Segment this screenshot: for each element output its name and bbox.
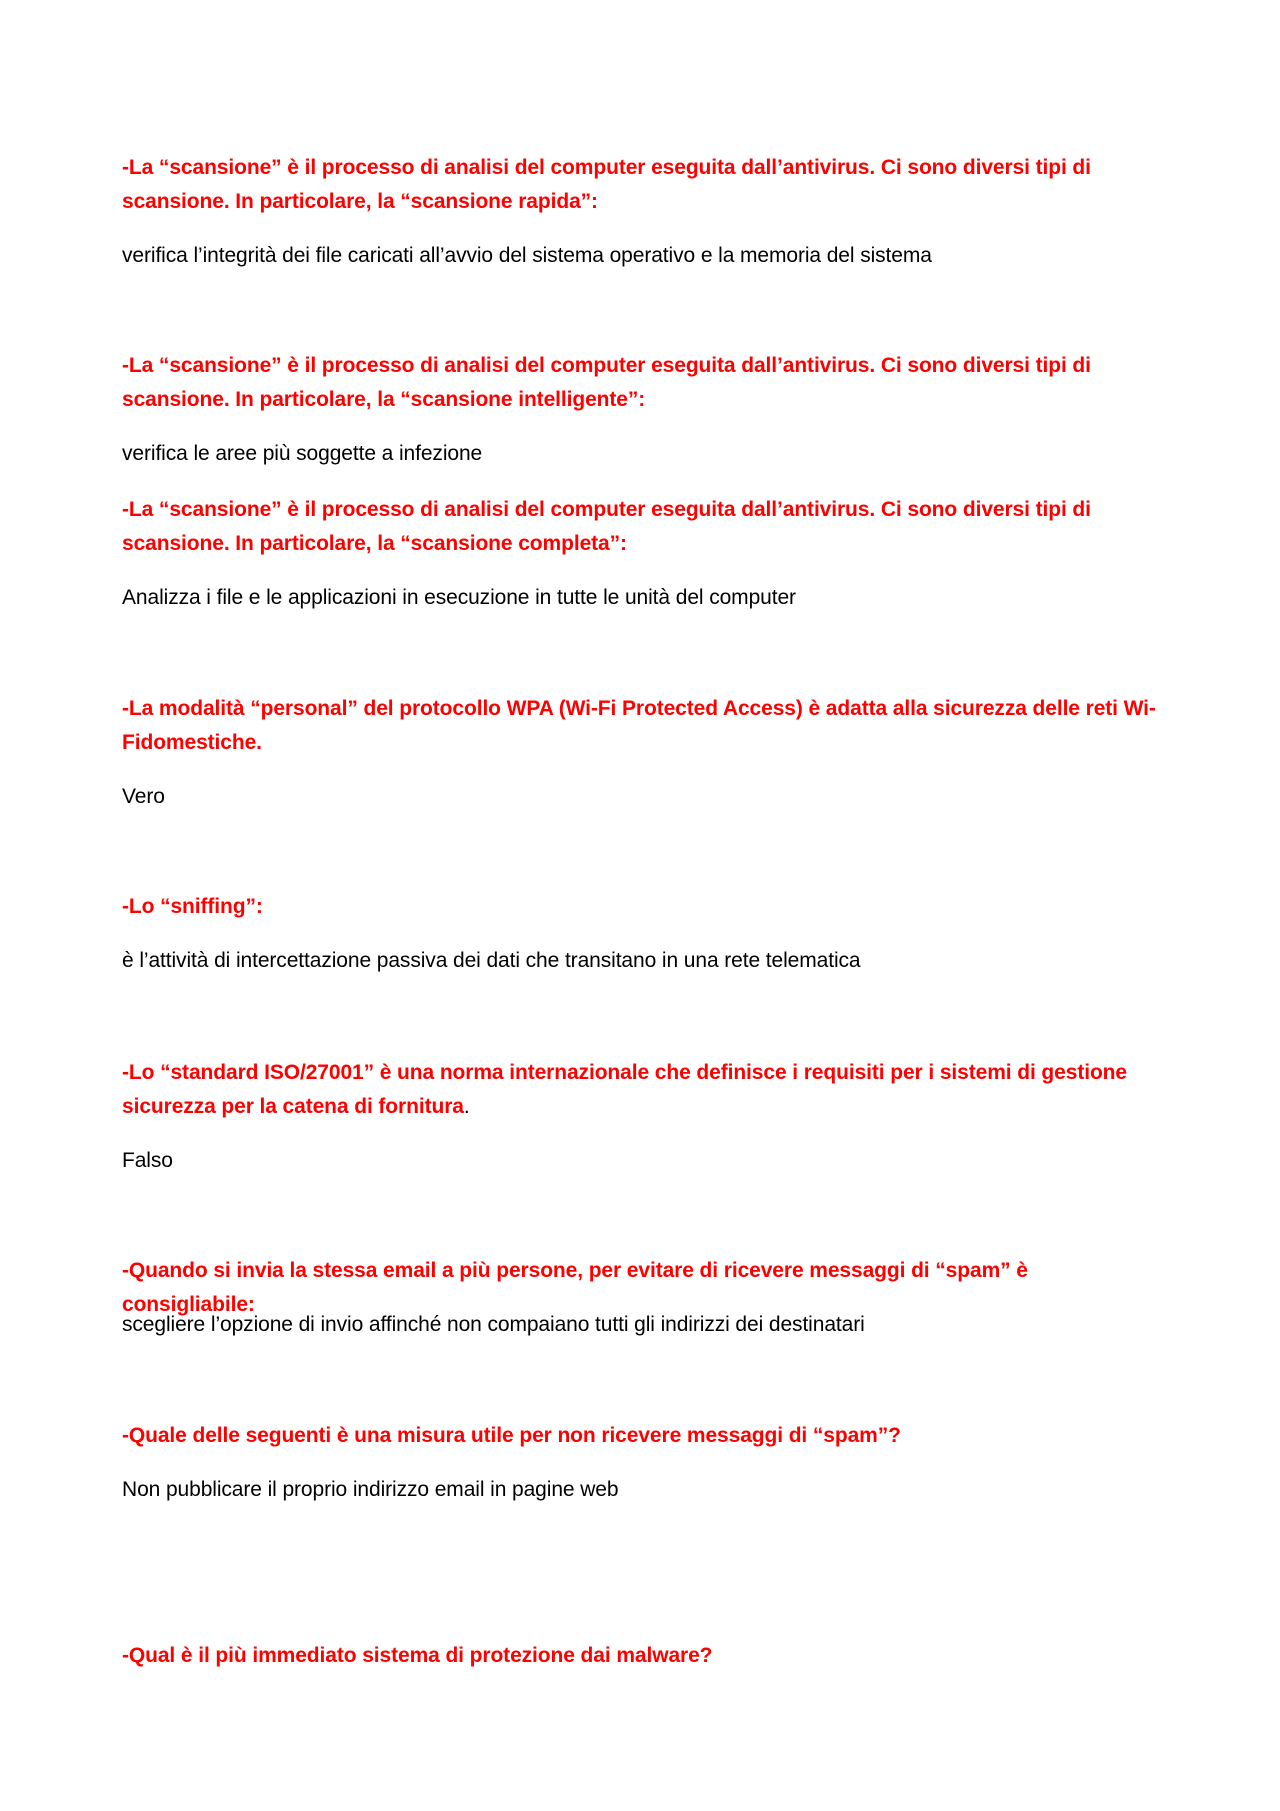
question-6-suffix: . [463,1095,470,1118]
question-3: -La “scansione” è il processo di analisi del computer eseguita dall’antivirus. Ci sono diversi tipi di scansione. In particolare, la “scansione completa”: [122,498,1091,555]
question-9: -Qual è il più immediato sistema di protezione dai malware? [122,1644,713,1667]
question-6 [122,1056,1162,1124]
question-2: -La “scansione” è il processo di analisi del computer eseguita dall’antivirus. Ci sono diversi tipi di scansione. In particolare, la “scansione intelligente”: [122,354,1091,411]
answer-7: scegliere l’opzione di invio affinché non compaiano tutti gli indirizzi dei destinatari [122,1313,865,1336]
question-8: -Quale delle seguenti è una misura utile per non ricevere messaggi di “spam”? [122,1424,901,1447]
question-5: -Lo “sniffing”: [122,895,263,918]
answer-6: Falso [122,1149,173,1172]
question-1: -La “scansione” è il processo di analisi del computer eseguita dall’antivirus. Ci sono diversi tipi di scansione. In particolare, la “scansione rapida”: [122,156,1091,213]
answer-5: è l’attività di intercettazione passiva dei dati che transitano in una rete telematica [122,949,861,972]
answer-8: Non pubblicare il proprio indirizzo email in pagine web [122,1478,619,1501]
question-6-text: -Lo “standard ISO/27001” è una norma internazionale che definisce i requisiti per i sistemi di gestione sicurezza per la catena di fornitura [122,1061,1127,1118]
question-4: -La modalità “personal” del protocollo WPA (Wi-Fi Protected Access) è adatta alla sicurezza delle reti Wi-Fidomestiche. [122,697,1156,754]
answer-3: Analizza i file e le applicazioni in esecuzione in tutte le unità del computer [122,586,796,609]
question-7: -Quando si invia la stessa email a più persone, per evitare di ricevere messaggi di “spam” è consigliabile: [122,1259,1028,1316]
answer-1: verifica l’integrità dei file caricati all’avvio del sistema operativo e la memoria del sistema [122,244,932,267]
answer-2: verifica le aree più soggette a infezione [122,442,483,465]
answer-4: Vero [122,785,165,808]
